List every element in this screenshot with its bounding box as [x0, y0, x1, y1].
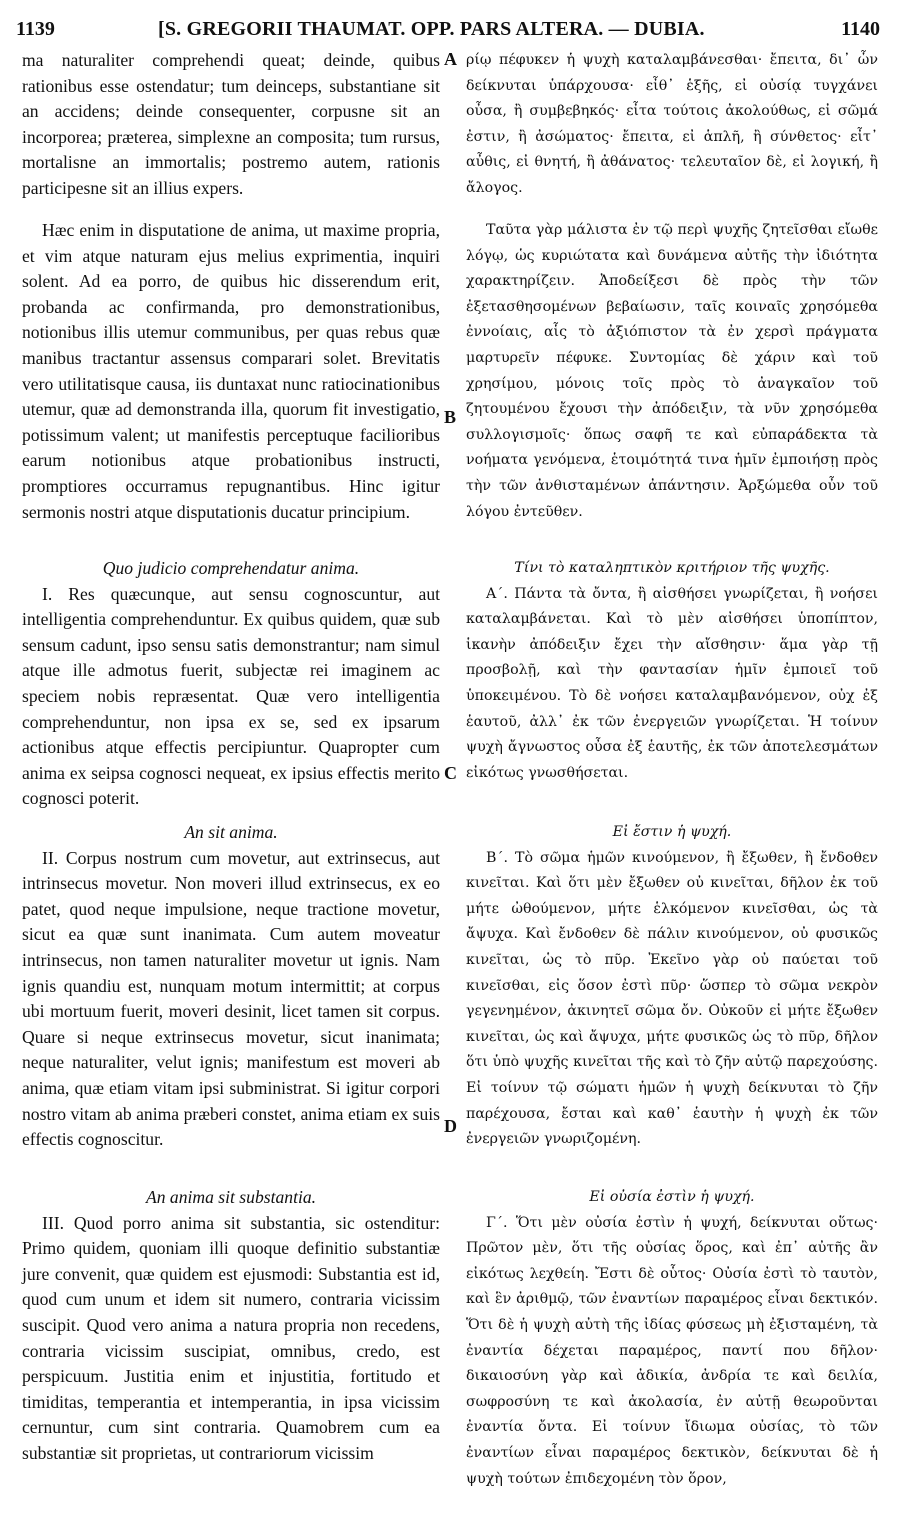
greek-section-3-text: Γ΄. Ὅτι μὲν οὐσία ἐστὶν ἡ ψυχή, δείκνυται οὕτως· Πρῶτον μὲν, ὅτι τῆς οὐσίας ὅρος, καὶ ἐπ᾽ αὐτῆς ἂν εἰκότως λεχθείη. Ἔστι δὲ οὗτος· Οὐσία ἐστὶ τὸ ταυτὸν, καὶ ἓν ἀριθμῷ, τῶν ἐναντίων παραμέρος εἶναι δεκτικόν. Ὅτι δὲ ἡ ψυχὴ αὐτὴ τῆς ἰδίας φύσεως μὴ ἐξισταμένη, τὰ ἐναντία δέχεται παραμέρος, παντί που δῆλον· δικαιοσύνη γὰρ καὶ ἀδικία, ἀνδρία τε καὶ δειλία, σωφροσύνη τε καὶ ἀκολασία, ἐν αὐτῇ θεωροῦνται ἐναντία ὄντα. Εἰ τοίνυν ἴδιωμα οὐσίας, τὸ τῶν ἐναντίων εἶναι παραμέρος δεκτικὸν, δείκνυται δὲ ἡ ψυχὴ τούτων ἐπιδεχομένη τὸν ὅρον, [466, 1214, 878, 1487]
greek-section-1-text: Α΄. Πάντα τὰ ὄντα, ἢ αἰσθήσει γνωρίζεται, ἢ νοήσει καταλαμβάνεται. Καὶ τὸ μὲν αἰσθήσει ὑποπίπτον, ἱκανὴν ἀπόδειξιν ἔχει τὴν αἴσθησιν· ἅμα γὰρ τῇ προσβολῇ, καὶ τὴν φαντασίαν ἡμῖν ἐμποιεῖ τοῦ ὑποκειμένου. Τὸ δὲ νοήσει καταλαμβανόμενον, οὐχ ἐξ ἑαυτοῦ, ἀλλ᾽ ἐκ τῶν ἐνεργειῶν γνωρίζεται. Ἡ τοίνυν ψυχὴ ἄγνωστος οὖσα ἐξ ἑαυτῆς, ἐκ τῶν ἀποτελεσμάτων εἰκότως γνωσθήσεται. [466, 585, 878, 781]
greek-heading-1: Τίνι τὸ καταληπτικὸν κριτήριον τῆς ψυχῆς. [514, 560, 830, 576]
latin-heading-3: An anima sit substantia. [145, 1187, 317, 1207]
greek-heading-3: Εἰ οὐσία ἐστὶν ἡ ψυχή. [589, 1189, 755, 1205]
latin-intro-block [22, 48, 440, 202]
latin-section-3-text: III. Quod porro anima sit substantia, sic ostenditur: Primo quidem, quoniam illi quoque definitio substantiæ jure convenit, quæ quidem est ejusmodi: Substantia est id, quod cum unum et idem sit numero, contraria vicissim suscipit. Quod vero anima a natura propria non recedens, contraria vicissim suscipiat, omnibus, credo, est perspicuum. Justitia enim et injustitia, fortitudo et timiditas, temperantia et intemperantia, in ipsa vicissim cernuntur, cum sint contraria. Quamobrem cum ea substantiæ sit proprietas, ut contrariorum vicissim [22, 1212, 440, 1463]
latin-para2-block [22, 218, 440, 525]
greek-intro: ρίῳ πέφυκεν ἡ ψυχὴ καταλαμβάνεσθαι· ἔπειτα, δι᾽ ὧν δείκνυται ὑπάρχουσα· εἶθ᾽ ἑξῆς, εἰ οὐσίᾳ τυγχάνει οὖσα, ἢ συμβεβηκός· εἶτα τούτοις ἀκολούθως, εἰ σῶμά ἐστιν, ἢ ἀσώματος· ἔπειτα, εἰ ἁπλῆ, ἢ σύνθετος· εἶτ᾽ αὖθις, εἰ θνητή, ἢ ἀθάνατος· τελευταῖον δὲ, εἰ λογική, ἢ ἄλογος. [466, 52, 878, 196]
margin-marker-c: C [444, 763, 457, 783]
greek-para2-block [466, 218, 878, 525]
greek-intro-block [466, 48, 878, 202]
page-number-right: 1140 [841, 18, 880, 40]
greek-para2: Ταῦτα γὰρ μάλιστα ἐν τῷ περὶ ψυχῆς ζητεῖσθαι εἴωθε λόγῳ, ὡς κυριώτατα καὶ δυνάμενα αὐτῆς τὴν ἰδιότητα χαρακτηρίζειν. Ἀποδείξεσι δὲ πρὸς τὴν τῶν ἐξετασθησομένων βεβαίωσιν, ταῖς κοιναῖς χρησόμεθα ἐννοίαις, αἷς τὸ ἀξιόπιστον τὰ ἐν χερσὶ πράγματα μαρτυρεῖν πέφυκε. Συντομίας δὲ χάριν καὶ τοῦ χρησίμου, μόνοις τοῖς πρὸς τὸ ἀναγκαῖον τοῦ ζητουμένου ἔχουσι τὴν ἀπόδειξιν, τὰ νῦν χρησόμεθα συλλογισμοῖς· ὅπως σαφῆ τε καὶ εὐπαράδεκτα τὰ νοήματα γενόμενα, ἑτοιμότητά τινα ἡμῖν ἐμποιήσῃ πρὸς τὴν τῶν ἀνθισταμένων ἀπάντησιν. Ἀρξώμεθα οὖν τοῦ λόγου ἐντεῦθεν. [466, 222, 878, 520]
latin-heading-2: An sit anima. [184, 822, 278, 842]
greek-section-2-text: Β΄. Τὸ σῶμα ἡμῶν κινούμενον, ἢ ἔξωθεν, ἢ ἔνδοθεν κινεῖται. Καὶ ὅτι μὲν ἔξωθεν οὐ κινεῖται, δῆλον ἐκ τοῦ μήτε ὠθούμενον, μήτε ἑλκόμενον κινεῖσθαι, ὡς τὰ ἄψυχα. Καὶ ἔνδοθεν δὲ πάλιν κινούμενον, οὐ φυσικῶς κινεῖται, ὡς τὸ πῦρ. Ἐκεῖνο γὰρ οὐ παύεται τοῦ κινεῖσθαι, εἰς ὅσον ἐστὶ πῦρ· ὥσπερ τὸ σῶμα νεκρὸν γεγενημένον, ἀκινητεῖ σῶμα ὄν. Οὐκοῦν εἰ μήτε ἔξωθεν κινεῖται, ὡς καὶ ἄψυχα, μήτε φυσικῶς ὡς τὸ πῦρ, δῆλον ὅτι ὑπὸ ψυχῆς κινεῖται τῆς καὶ τὸ ζῆν αὐτῷ παρεχούσης. Εἰ τοίνυν τῷ σώματι ἡμῶν ἡ ψυχὴ δείκνυται τὸ ζῆν παρέχουσα, ἔσται καὶ καθ᾽ ἑαυτὴν ἡ ψυχὴ ἐκ τῶν ἐνεργειῶν γνωριζομένη. [466, 849, 878, 1148]
greek-section-2 [466, 820, 878, 1153]
running-header [0, 14, 898, 48]
margin-marker-d: D [444, 1116, 457, 1136]
margin-marker-a: A [444, 49, 457, 69]
latin-para2: Hæc enim in disputatione de anima, ut maxime propria, et vim atque naturam ejus melius exprimentia, inquiri solent. Ad ea porro, de quibus hic disserendum erit, probanda ac confirmanda, pro demonstrationibus, notionibus illis utemur communibus, per quas rebus quæ manibus tractantur assensus comparari solet. Brevitatis vero utilitatisque causa, iis duntaxat nunc ratiocinationibus utemur, quæ ad demonstranda illa, quorum fit investigatio, potissimum valent; ut manifestis perceptuque facilioribus earum notionibus atque probationibus instructi, promptiores occurramus repugnantibus. Hinc igitur sermonis nostri atque disputationis ducatur principium. [22, 220, 440, 522]
latin-intro: ma naturaliter comprehendi queat; deinde, quibus rationibus esse ostendatur; tum deinceps, substantiane sit an accidens; deinde consequenter, corpusne sit an incorporea; præterea, simplexne an composita; tum rursus, mortalisne an immortalis; postremo autem, rationis participesne sit an illius expers. [22, 50, 440, 198]
latin-section-1-text: I. Res quæcunque, aut sensu cognoscuntur, aut intelligentia comprehenduntur. Ex quibus quidem, quæ sub sensum cadunt, ipso sensu satis demonstrantur; nam simul atque ille admotus fuerit, subjectæ rei imaginem ac speciem nobis repræsentat. Quæ vero intelligentia comprehenduntur, non ipsa ex se, sed ex ipsarum actionibus atque effectis percipiuntur. Quapropter cum anima ex seipsa cognosci nequeat, ex ipsius effectis merito cognosci poterit. [22, 583, 440, 809]
latin-section-3 [22, 1185, 440, 1467]
greek-section-3 [466, 1185, 878, 1492]
margin-marker-b: B [444, 407, 457, 427]
greek-heading-2: Εἰ ἔστιν ἡ ψυχή. [612, 824, 732, 840]
latin-section-2 [22, 820, 440, 1153]
running-title: [S. GREGORII THAUMAT. OPP. PARS ALTERA. — DUBIA. [158, 18, 705, 40]
greek-section-1 [466, 556, 878, 786]
latin-section-2-text: II. Corpus nostrum cum movetur, aut extrinsecus, aut intrinsecus movetur. Non moveri illud extrinsecus, ex eo patet, quod neque impulsione, neque tractione movetur, sicut ea quæ sunt inanimata. Cum autem moveatur intrinsecus, non tamen naturaliter movetur ut ignis. Nam ignis quandiu est, nunquam motum intermittit; at corpus ubi mortuum fuerit, moveri desinit, licet tamen sit corpus. Quare si neque extrinsecus movetur, sicut inanimata; neque naturaliter, velut ignis; manifestum est moveri ab anima, quæ etiam vitam ipsi subministrat. Si igitur corpori nostro vitam ab anima præberi constet, anima etiam ex suis effectis cognoscitur. [22, 847, 440, 1150]
latin-heading-1: Quo judicio comprehendatur anima. [102, 558, 360, 578]
page-number-left: 1139 [16, 18, 55, 40]
latin-section-1 [22, 556, 440, 812]
